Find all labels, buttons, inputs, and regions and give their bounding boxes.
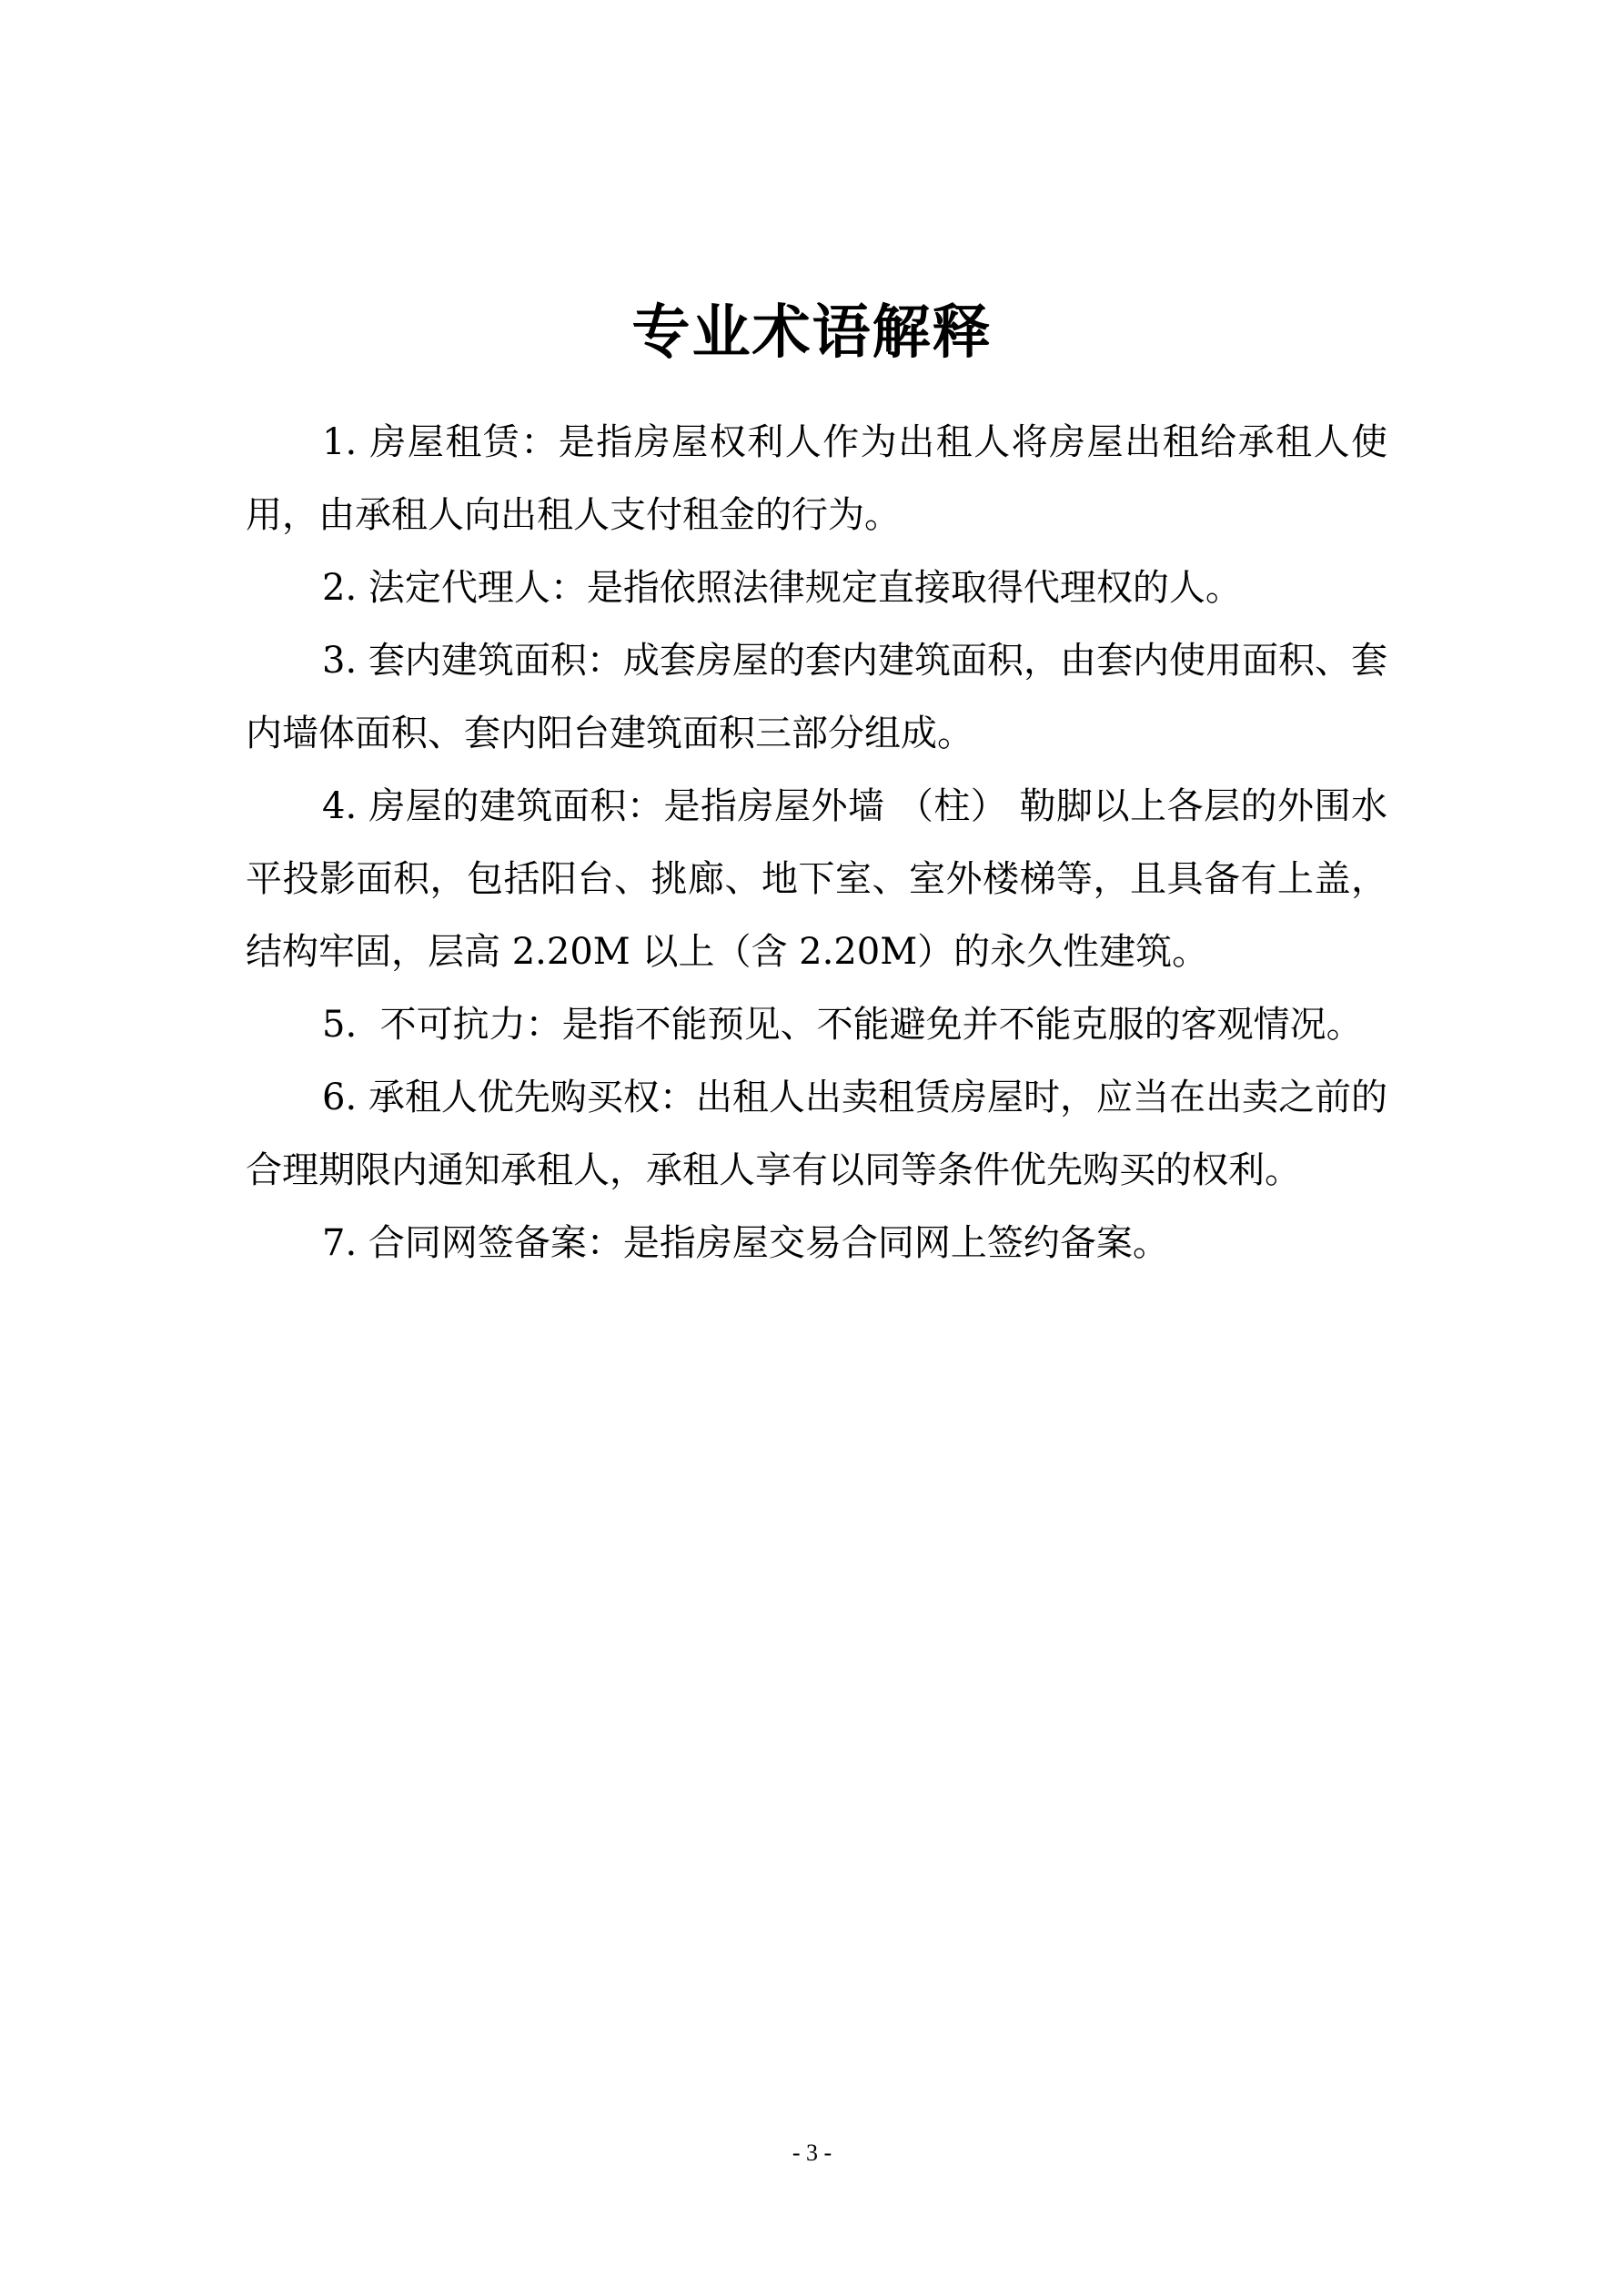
glossary-list xyxy=(246,406,1387,1279)
glossary-item-7 xyxy=(246,1207,1387,1279)
glossary-item-number: 1. xyxy=(322,421,358,463)
glossary-item-3 xyxy=(246,624,1387,770)
glossary-item-number: 5. xyxy=(322,1004,358,1046)
glossary-item-2 xyxy=(246,551,1387,624)
glossary-item-text: 法定代理人：是指依照法律规定直接取得代理权的人。 xyxy=(368,567,1242,609)
glossary-item-number: 7. xyxy=(322,1222,358,1264)
glossary-item-number: 3. xyxy=(322,640,358,682)
glossary-item-6 xyxy=(246,1061,1387,1207)
glossary-item-number: 4. xyxy=(322,785,358,827)
page-number: - 3 - xyxy=(792,2139,832,2166)
document-title: 专业术语解释 xyxy=(631,298,993,367)
glossary-item-4 xyxy=(246,770,1387,988)
glossary-item-number: 2. xyxy=(322,567,358,609)
glossary-item-text: 合同网签备案：是指房屋交易合同网上签约备案。 xyxy=(368,1222,1169,1264)
glossary-item-number: 6. xyxy=(322,1077,358,1118)
glossary-item-1 xyxy=(246,406,1387,551)
glossary-item-text: 套内建筑面积：成套房屋的套内建筑面积，由套内使用面积、套内墙体面积、套内阳台建筑面积三部分组成。 xyxy=(246,640,1387,754)
glossary-item-text: 房屋租赁：是指房屋权利人作为出租人将房屋出租给承租人使用，由承租人向出租人支付租金的行为。 xyxy=(246,421,1387,536)
glossary-item-text: 房屋的建筑面积：是指房屋外墙 （柱） 勒脚以上各层的外围水平投影面积，包括阳台、挑廊、地下室、室外楼梯等，且具备有上盖，结构牢固，层高 2.20M 以上（含 2.20M）的永久性建筑。 xyxy=(246,785,1388,973)
glossary-item-text: 不可抗力：是指不能预见、不能避免并不能克服的客观情况。 xyxy=(368,1004,1363,1046)
glossary-item-5 xyxy=(246,988,1387,1061)
glossary-item-text: 承租人优先购买权：出租人出卖租赁房屋时，应当在出卖之前的合理期限内通知承租人，承租人享有以同等条件优先购买的权利。 xyxy=(246,1077,1387,1191)
